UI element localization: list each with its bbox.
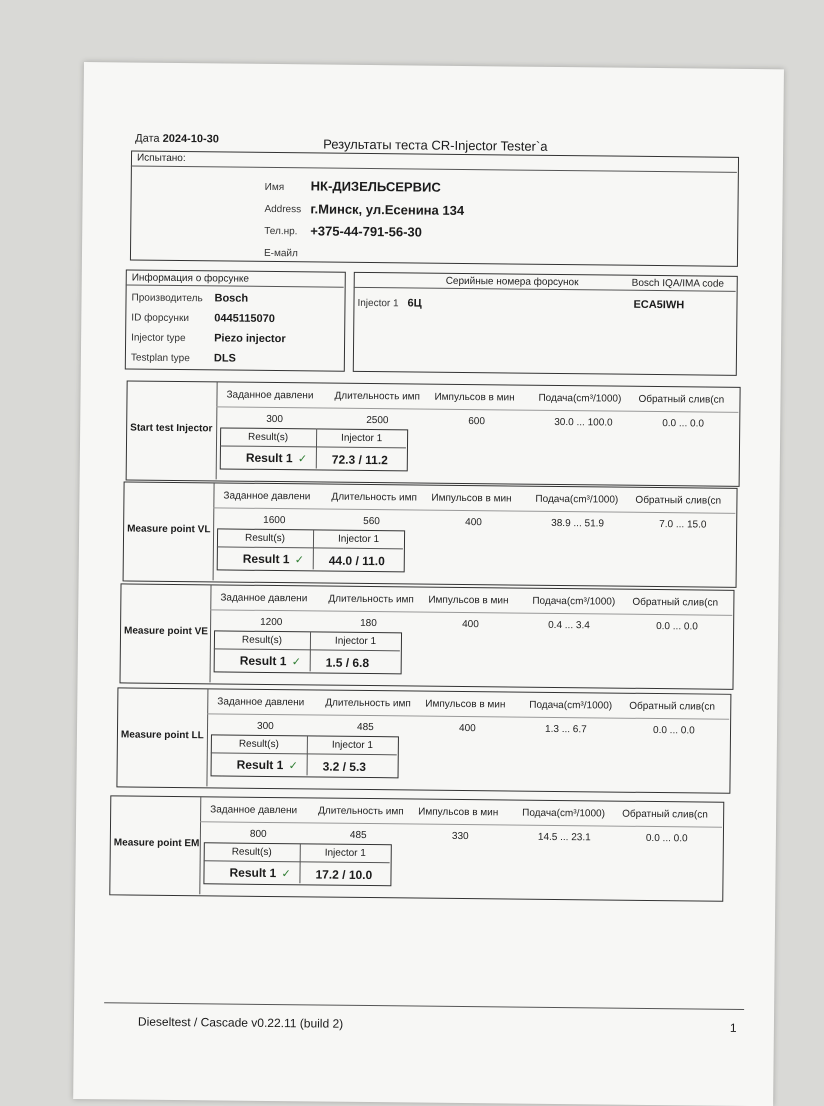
manufacturer-label: Производитель (131, 292, 203, 305)
result-label: Result 1 (242, 551, 290, 567)
email-label: E-майл (263, 247, 298, 260)
col-duration-header: Длительность имп (325, 697, 411, 710)
col-return-header: Обратный слив(cn (635, 494, 722, 507)
delivery-value: 1.3 ... 6.7 (544, 723, 587, 736)
footer-rule (104, 1002, 744, 1010)
injector-type-label: Injector type (131, 332, 186, 345)
col-pulses-header: Импульсов в мин (431, 492, 512, 505)
serial-injector-value: 6Ц (407, 297, 422, 310)
col-pulses-header: Импульсов в мин (425, 698, 506, 711)
return-value: 7.0 ... 15.0 (659, 519, 707, 531)
col-return-header: Обратный слив(cn (622, 808, 708, 821)
col-duration-header: Длительность имп (331, 491, 417, 504)
col-duration-header: Длительность имп (318, 805, 404, 818)
result-value: 17.2 / 10.0 (315, 867, 373, 883)
result-value: 3.2 / 5.3 (322, 759, 367, 774)
col-delivery-header: Подача(cm³/1000) (538, 392, 622, 405)
delivery-value: 0.4 ... 3.4 (548, 619, 590, 632)
pressure-value: 300 (266, 413, 284, 426)
result-value: 44.0 / 11.0 (328, 553, 385, 569)
iqa-code-label: Bosch IQA/IMA code (631, 277, 725, 290)
testplan-label: Testplan type (130, 352, 190, 365)
pulses-value: 400 (462, 618, 479, 631)
result-header: Result(s) (231, 846, 272, 859)
name-label: Имя (264, 181, 285, 194)
pass-check-icon: ✓ (281, 868, 291, 881)
page-number: 1 (729, 1020, 737, 1035)
pressure-value: 300 (256, 720, 274, 733)
delivery-value: 14.5 ... 23.1 (537, 831, 591, 844)
return-value: 0.0 ... 0.0 (656, 621, 698, 633)
injector-header: Injector 1 (334, 635, 377, 648)
test-name: Measure point LL (120, 729, 204, 742)
delivery-value: 30.0 ... 100.0 (554, 416, 613, 429)
injector-header: Injector 1 (324, 847, 366, 859)
footer-software: Dieseltest / Cascade v0.22.11 (build 2) (137, 1014, 344, 1031)
pressure-value: 1200 (260, 616, 283, 629)
return-value: 0.0 ... 0.0 (652, 724, 695, 737)
pass-check-icon: ✓ (291, 656, 302, 669)
iqa-code-value: ECA5IWH (633, 298, 685, 312)
pulses-value: 330 (451, 830, 469, 843)
pressure-value: 1600 (263, 514, 286, 527)
date-label: Дата (135, 132, 160, 145)
report-date (135, 133, 219, 146)
col-delivery-header: Подача(cm³/1000) (529, 699, 613, 712)
address-value: г.Минск, ул.Есенина 134 (310, 201, 465, 218)
address-label: Address (264, 203, 302, 216)
manufacturer-value: Bosch (214, 292, 249, 305)
injector-header: Injector 1 (331, 739, 374, 752)
col-pressure-header: Заданное давлени (220, 592, 308, 605)
result-header: Result(s) (248, 431, 289, 444)
col-pressure-header: Заданное давлени (217, 696, 305, 709)
injector-header: Injector 1 (341, 432, 383, 445)
pulses-value: 600 (468, 416, 486, 428)
injector-info-label: Информация о форсунке (131, 272, 250, 285)
result-header: Result(s) (241, 634, 283, 647)
col-delivery-header: Подача(cm³/1000) (532, 595, 616, 608)
serial-injector-label: Injector 1 (357, 297, 399, 310)
result-value: 1.5 / 6.8 (325, 655, 370, 671)
test-report-sheet (73, 62, 784, 1106)
injector-id-value: 0445115070 (214, 312, 275, 326)
col-delivery-header: Подача(cm³/1000) (522, 807, 606, 820)
return-value: 0.0 ... 0.0 (662, 418, 705, 430)
phone-value: +375-44-791-56-30 (310, 223, 422, 240)
result-label: Result 1 (239, 653, 287, 669)
duration-value: 2500 (366, 414, 389, 427)
name-value: НК-ДИЗЕЛЬСЕРВИС (310, 178, 441, 195)
col-pressure-header: Заданное давлени (226, 389, 314, 402)
phone-label: Тел.нр. (264, 225, 298, 238)
duration-value: 485 (349, 829, 367, 842)
duration-value: 180 (360, 617, 377, 630)
col-pressure-header: Заданное давлени (223, 490, 311, 503)
col-pulses-header: Импульсов в мин (434, 391, 515, 404)
col-pulses-header: Импульсов в мин (428, 594, 509, 607)
result-header: Result(s) (238, 738, 279, 751)
tested-label: Испытано: (136, 152, 186, 165)
test-name: Measure point EM (113, 837, 200, 850)
result-header: Result(s) (244, 532, 286, 545)
col-duration-header: Длительность имп (334, 390, 421, 403)
test-name: Measure point VL (127, 523, 211, 536)
pass-check-icon: ✓ (297, 453, 308, 466)
injector-type-value: Piezo injector (214, 332, 286, 346)
result-label: Result 1 (229, 865, 277, 881)
col-return-header: Обратный слив(cn (638, 393, 725, 406)
result-label: Result 1 (245, 450, 293, 466)
return-value: 0.0 ... 0.0 (645, 832, 688, 845)
serials-label: Серийные номера форсунок (445, 275, 579, 289)
result-value: 72.3 / 11.2 (331, 452, 388, 468)
injector-header: Injector 1 (337, 533, 380, 546)
test-name: Start test Injector (130, 422, 213, 435)
pass-check-icon: ✓ (294, 554, 305, 567)
pulses-value: 400 (458, 722, 476, 735)
testplan-value: DLS (213, 352, 236, 365)
report-title: Результаты теста CR-Injector Tester`a (323, 136, 548, 154)
col-pulses-header: Импульсов в мин (418, 806, 499, 819)
duration-value: 485 (356, 721, 374, 734)
col-return-header: Обратный слив(cn (629, 700, 716, 713)
date-value: 2024-10-30 (162, 132, 219, 146)
col-pressure-header: Заданное давлени (210, 804, 298, 817)
pass-check-icon: ✓ (288, 760, 298, 773)
delivery-value: 38.9 ... 51.9 (551, 517, 605, 530)
result-label: Result 1 (236, 757, 284, 773)
col-duration-header: Длительность имп (328, 593, 414, 606)
pressure-value: 800 (249, 828, 267, 840)
test-name: Measure point VE (123, 625, 209, 638)
duration-value: 560 (363, 515, 380, 528)
col-delivery-header: Подача(cm³/1000) (535, 493, 619, 506)
col-return-header: Обратный слив(cn (632, 596, 719, 609)
pulses-value: 400 (465, 517, 482, 529)
injector-id-label: ID форсунки (131, 312, 190, 325)
